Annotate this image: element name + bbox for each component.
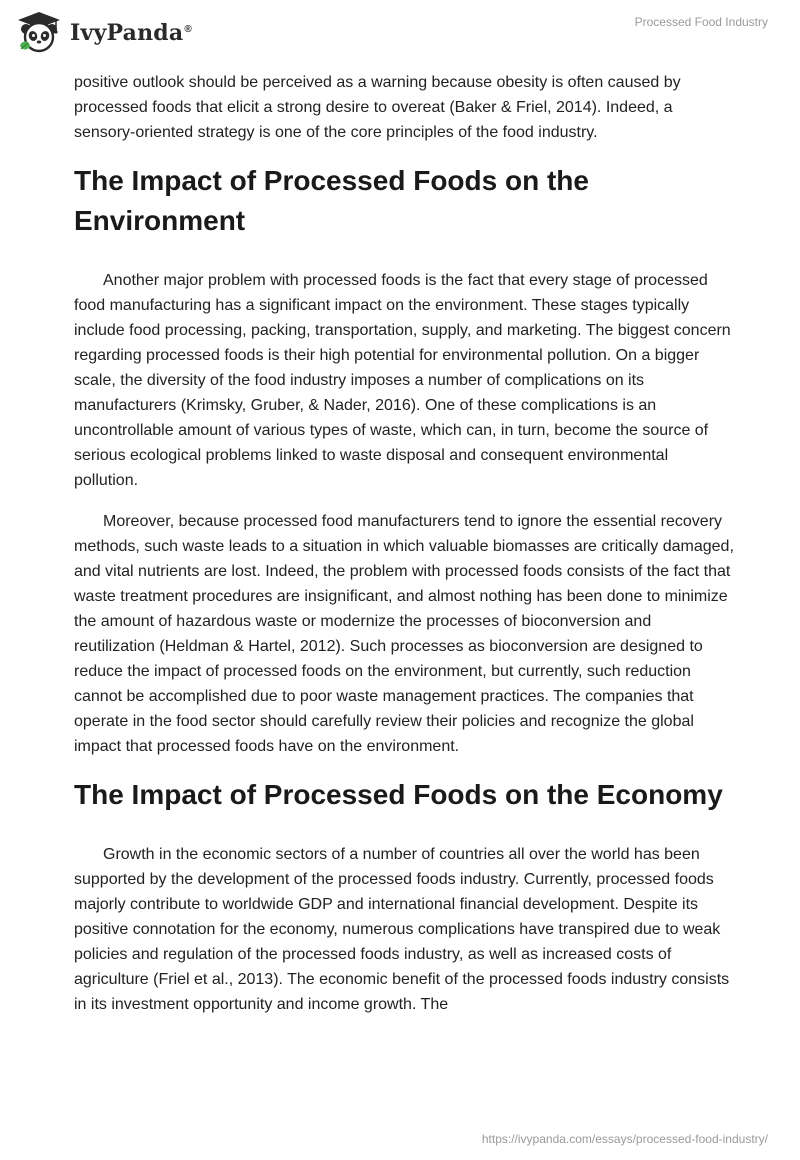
- environment-paragraph-1: Another major problem with processed foods is the fact that every stage of processed food manufacturing has a significant impact on the environment. These stages typically include food processing, packing, transportation, supply, and marketing. The biggest concern regarding processed foods is their high potential for environmental pollution. On a bigger scale, the diversity of the food industry imposes a number of complications on its manufacturers (Krimsky, Gruber, & Nader, 2016). One of these complications is an uncontrollable amount of various types of waste, which can, in turn, become the source of serious ecological problems linked to waste disposal and consequent environmental pollution.: [74, 272, 731, 489]
- logo-text: IvyPanda®: [70, 20, 192, 46]
- essay-content: [74, 70, 734, 1017]
- page-header: [0, 0, 800, 64]
- section-heading-economy: The Impact of Processed Foods on the Economy: [74, 779, 723, 810]
- economy-paragraph-1: Growth in the economic sectors of a number of countries all over the world has been supported by the development of the processed foods industry. Currently, processed foods majorly contribute to worldwide GDP and international financial development. Despite its positive connotation for the economy, numerous complications have transpired due to weak policies and regulation of the processed foods industry, as well as increased costs of agriculture (Friel et al., 2013). The economic benefit of the processed foods industry consists in its investment opportunity and income growth. The: [74, 846, 730, 1013]
- panda-graduate-icon: [16, 9, 62, 55]
- environment-paragraph-2: Moreover, because processed food manufacturers tend to ignore the essential recovery methods, such waste leads to a situation in which valuable biomasses are critically damaged, and vital nutrients are lost. Indeed, the problem with processed foods consists of the fact that waste treatment procedures are insignificant, and almost nothing has been done to minimize the amount of hazardous waste or modernize the processes of bioconversion and reutilization (Heldman & Hartel, 2012). Such processes as bioconversion are designed to reduce the impact of processed foods on the environment, but currently, such reduction cannot be accomplished due to poor waste management practices. The companies that operate in the food sector should carefully review their policies and recognize the global impact that processed foods have on the environment.: [74, 513, 734, 755]
- section-heading-environment: The Impact of Processed Foods on the Environment: [74, 165, 589, 236]
- document-title: Processed Food Industry: [634, 15, 768, 29]
- footer-url-link[interactable]: https://ivypanda.com/essays/processed-food-industry/: [481, 1132, 768, 1146]
- logo[interactable]: [16, 8, 192, 56]
- intro-paragraph: positive outlook should be perceived as a warning because obesity is often caused by processed foods that elicit a strong desire to overeat (Baker & Friel, 2014). Indeed, a sensory-oriented strategy is one of the core principles of the food industry.: [74, 74, 681, 141]
